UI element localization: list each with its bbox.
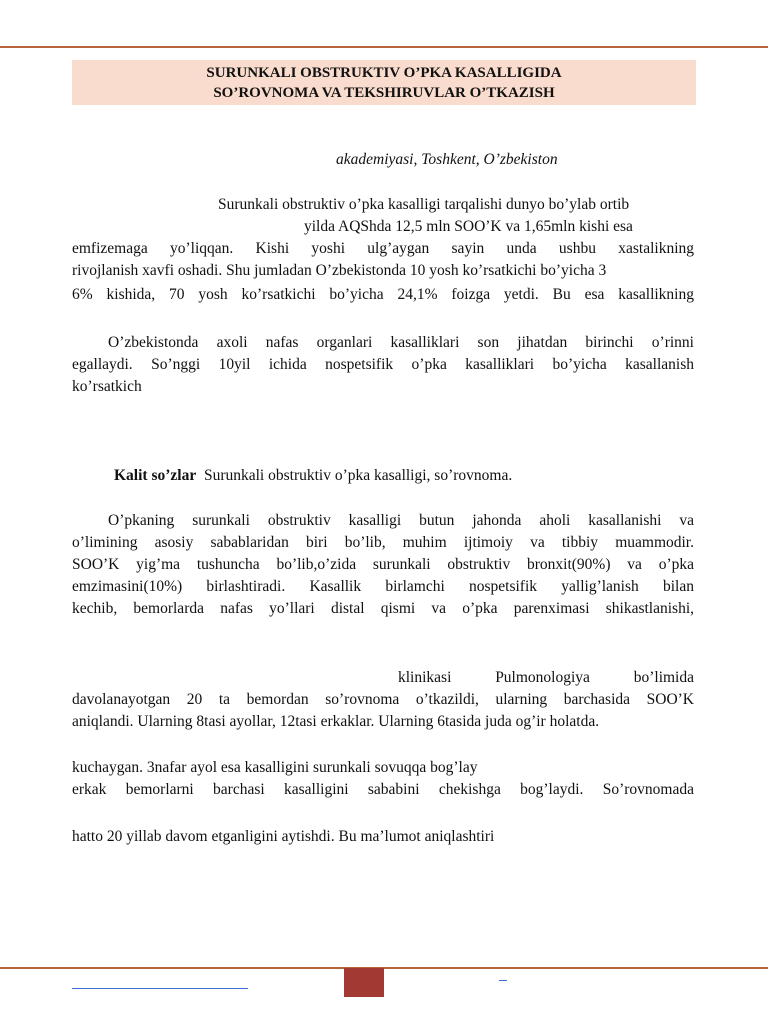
para3-line-4: emzimasini(10%) birlashtiradi. Kasallik birlamchi nospetsifik yallig’lanish bilan [72,578,694,595]
title-line-1: SURUNKALI OBSTRUKTIV O’PKA KASALLIGIDA [206,65,562,81]
header-rule [0,46,768,48]
keywords [114,465,512,487]
para3-line-2: o’limining asosiy sabablaridan biri bo’lib, muhim ijtimoiy va tibbiy muammodir. [72,534,694,551]
para5-line-2: erkak bemorlarni barchasi kasalligini sababini chekishga bog’laydi. So’rovnomada [72,781,694,798]
title-box [72,60,696,105]
title-line-2: SO’ROVNOMA VA TEKSHIRUVLAR O’TKAZISH [213,85,555,101]
para2-line-1: O’zbekistonda axoli nafas organlari kasalliklari son jihatdan birinchi o’rinni [108,334,694,351]
para6-line-1: hatto 20 yillab davom etganligini aytishdi. Bu ma’lumot aniqlashtiri [72,828,495,845]
para4-line-2: davolanayotgan 20 ta bemordan so’rovnoma o’tkazildi, ularning barchasida SOO’K [72,691,694,708]
para5-line-1: kuchaygan. 3nafar ayol esa kasalligini surunkali sovuqqa bog’lay [72,759,478,776]
keywords-label: Kalit so’zlar [114,467,197,484]
para3-line-3: SOO’K yig’ma tushuncha bo’lib,o’zida surunkali obstruktiv bronxit(90%) va o’pka [72,556,694,573]
para1-line-3: emfizemaga yo’liqqan. Kishi yoshi ulg’aygan sayin unda ushbu xastalikning [72,240,694,257]
para1-line-1: Surunkali obstruktiv o’pka kasalligi tarqalishi dunyo bo’ylab ortib [218,196,630,213]
keywords-text: Surunkali obstruktiv o’pka kasalligi, so’rovnoma. [203,467,513,484]
affiliation: akademiyasi, Toshkent, O’zbekiston [336,151,558,168]
para4-line-3: aniqlandi. Ularning 8tasi ayollar, 12tasi erkaklar. Ularning 6tasida juda og’ir holatda. [72,713,600,730]
para3-line-1: O’pkaning surunkali obstruktiv kasalligi butun jahonda aholi kasallanishi va [108,512,694,529]
para2-line-3: ko’rsatkich [72,378,142,395]
para1-line-4: rivojlanish xavfi oshadi. Shu jumladan O’zbekistonda 10 yosh ko’rsatkichi bo’yicha 3 [72,262,607,279]
para1-line-5: 6% kishida, 70 yosh ko’rsatkichi bo’yicha 24,1% foizga yetdi. Bu esa kasallikning [72,286,694,303]
para4-line-1: klinikasi Pulmonologiya bo’limida [398,669,694,686]
para3-line-5: kechib, bemorlarda nafas yo’llari distal qismi va o’pka parenximasi shikastlanishi, [72,600,694,617]
para2-line-2: egallaydi. So’nggi 10yil ichida nospetsifik o’pka kasalliklari bo’yicha kasallanish [72,356,694,373]
footer-link[interactable] [72,988,248,989]
footer-dash [499,980,507,981]
page-number-box [344,968,384,997]
para1-line-2: yilda AQShda 12,5 mln SOO’K va 1,65mln kishi esa [304,218,633,235]
footer-rule [0,967,768,969]
